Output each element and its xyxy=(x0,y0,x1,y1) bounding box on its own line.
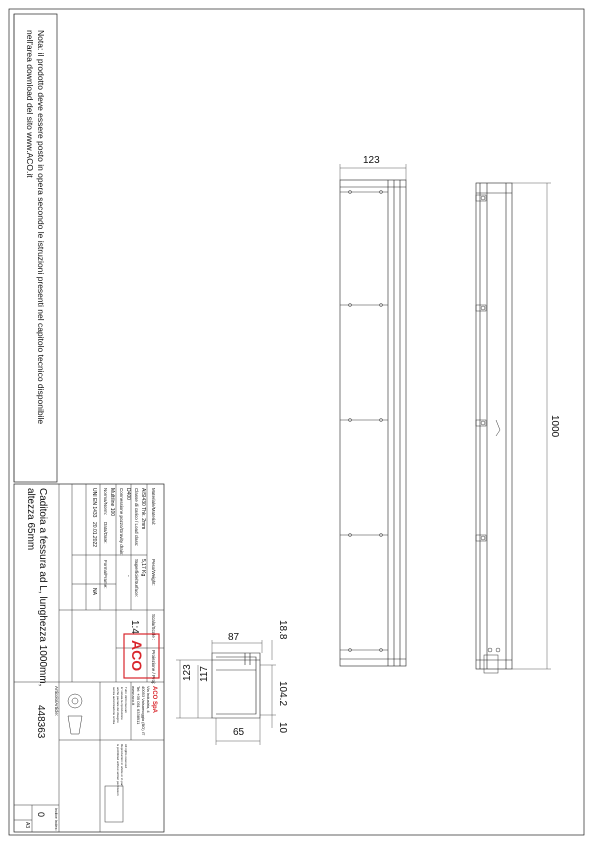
drawing-title-line-1: Caditoia a fessura ad L, lunghezza 1000mm, xyxy=(37,488,48,687)
dim-104-2: 104.2 xyxy=(277,681,288,707)
norm-value: UNI EN 1433 xyxy=(91,488,97,518)
dimension-length xyxy=(512,183,560,669)
weight-value: 5,17 Kg xyxy=(140,559,146,577)
aco-logo-text: ACO xyxy=(129,640,145,672)
company-phone: Tel: +39 051 6338911 xyxy=(136,686,141,725)
company-name: ACO SpA xyxy=(151,686,157,713)
date-value: 20.01.2022 xyxy=(91,522,97,548)
note-line-1: Nota: il prodotto deve essere posto in opera secondo le istruzioni presenti nel capitolo tecnico disponibile xyxy=(36,30,46,425)
dim-section-right xyxy=(260,665,288,715)
projection-label: Proiezione / Proj: xyxy=(151,650,156,685)
connection-label: Connessione pozzo/Gravity drain: xyxy=(119,488,124,556)
note-line-2: nell'area download del sito www.ACO.it xyxy=(25,30,35,178)
article-number: 448363 xyxy=(35,705,46,739)
note-box xyxy=(14,14,57,482)
surface-value: - xyxy=(125,575,131,577)
dim-section-top-right xyxy=(272,620,288,660)
dim-123-section: 123 xyxy=(182,664,193,681)
dim-10: 10 xyxy=(277,722,288,734)
material-label: Materiale/Material: xyxy=(151,488,156,526)
front-view-bolts xyxy=(340,191,388,652)
company-website: www.aco.it xyxy=(131,686,136,706)
material-value: AISI430 Thk. 2mm xyxy=(140,488,146,530)
dim-section-top xyxy=(212,632,262,653)
sheet-size: A3 xyxy=(24,822,30,829)
company-address-1: Via Industria, 4 xyxy=(146,686,151,713)
weight-label: Peso/Weight: xyxy=(151,559,156,586)
dim-18-8: 18.8 xyxy=(277,620,288,640)
load-class-value: D400 xyxy=(125,488,131,500)
drawing-frame xyxy=(9,9,584,835)
dim-section-bottom-right xyxy=(272,715,288,734)
frame-label: Forma/Frame: xyxy=(103,560,108,589)
side-view-brackets xyxy=(476,195,500,652)
drawing-title-line-2: altezza 65mm xyxy=(25,488,36,551)
legal-text-5: All rights reserved xyxy=(124,744,128,769)
legal-text-3: anche parziale del disegno xyxy=(116,687,120,723)
scale-label: Scala/Scale : xyxy=(151,614,156,641)
side-view xyxy=(476,183,560,673)
legal-text-4: senza autorizzazione scritta xyxy=(112,687,116,725)
dim-65: 65 xyxy=(233,727,245,738)
title-block xyxy=(14,484,164,832)
dim-section-height-inner xyxy=(198,665,210,718)
article-label: Articolo/Article: xyxy=(54,686,59,717)
connection-value: Multiline 100 xyxy=(109,488,115,517)
scale-value: 1:4 xyxy=(129,620,140,634)
dim-87: 87 xyxy=(228,632,240,643)
dim-width-123: 123 xyxy=(363,155,380,166)
company-address-2: 40053 Valsamoggia (BO) IT xyxy=(141,686,146,736)
load-class-label: Classe di carico / Load class: xyxy=(134,488,139,547)
legal-text-1: Tutti i diritti riservati xyxy=(124,687,128,713)
dimension-width-top xyxy=(340,155,406,180)
frame-value: NA xyxy=(91,588,97,595)
dim-117: 117 xyxy=(199,666,210,682)
dim-section-bottom xyxy=(216,718,260,745)
section-view xyxy=(176,620,288,745)
projection-symbol-icon xyxy=(68,694,82,734)
legal-text-7: is prohibited without written permission xyxy=(116,744,120,796)
legal-text-2: E' vietata la riproduzione xyxy=(120,687,124,720)
legal-text-6: Reproduction in whole or in part xyxy=(120,744,124,787)
norm-label: Norma/Norm: xyxy=(103,488,108,516)
dim-length-1000: 1000 xyxy=(549,415,560,438)
front-view xyxy=(340,155,406,666)
surface-label: Superficie/Surface: xyxy=(134,559,139,598)
index-value: 0 xyxy=(36,812,46,818)
date-label: Data/Date: xyxy=(103,522,108,544)
index-label: Indice Index: xyxy=(54,808,59,831)
